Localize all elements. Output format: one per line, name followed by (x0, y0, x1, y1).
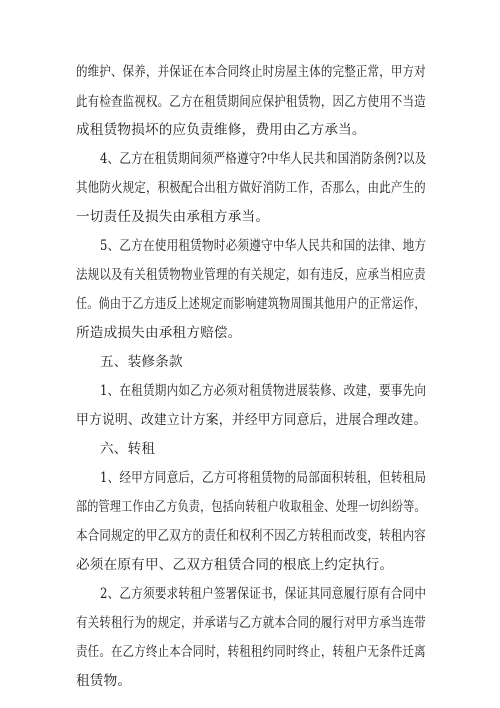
paragraph-line: 1、经甲方同意后，乙方可将租赁物的局部面积转租，但转租局 (100, 470, 427, 486)
paragraph-line: 甲方说明、改建立计方案，并经甲方同意后，进展合理改建。 (76, 412, 427, 428)
paragraph-line: 法规以及有关租赁物物业管理的有关规定，如有违反，应承当相应责 (76, 267, 426, 283)
paragraph-line: 一切责任及损失由承租方承当。 (76, 209, 270, 225)
section-heading: 六、转租 (100, 441, 156, 457)
paragraph-line: 必须在原有甲、乙双方租赁合同的根底上约定执行。 (76, 557, 394, 573)
paragraph-line: 任。倘由于乙方违反上述规定而影响建筑物周围其他用户的正常运作， (76, 296, 426, 312)
paragraph-line: 成租赁物损坏的应负责维修，费用由乙方承当。 (76, 122, 366, 138)
section-heading: 五、装修条款 (100, 354, 183, 370)
paragraph-line: 租赁物。 (76, 673, 132, 689)
paragraph-line: 2、乙方须要求转租户签署保证书，保证其同意履行原有合同中 (100, 586, 427, 602)
paragraph-line: 部的管理工作由乙方负责，包括向转租户收取租金、处理一切纠纷等。 (76, 499, 426, 515)
paragraph-line: 本合同规定的甲乙双方的责任和权利不因乙方转租而改变，转租内容 (76, 528, 426, 544)
paragraph-line: 4、乙方在租赁期间须严格遵守?中华人民共和国消防条例?以及 (100, 151, 427, 167)
paragraph-line: 责任。在乙方终止本合同时，转租租约同时终止，转租户无条件迁离 (76, 644, 426, 660)
paragraph-line: 的维护、保养，并保证在本合同终止时房屋主体的完整正常，甲方对 (76, 64, 426, 80)
paragraph-line: 有关转租行为的规定，并承诺与乙方就本合同的履行对甲方承当连带 (76, 615, 426, 631)
paragraph-line: 1、在租赁期内如乙方必须对租赁物进展装修、改建，要事先向 (100, 383, 427, 399)
paragraph-line: 其他防火规定，积极配合出租方做好消防工作，否那么，由此产生的 (76, 180, 426, 196)
paragraph-line: 5、乙方在使用租赁物时必须遵守中华人民共和国的法律、地方 (100, 238, 427, 254)
paragraph-line: 所造成损失由承租方赔偿。 (76, 325, 242, 341)
paragraph-line: 此有检查监视权。乙方在租赁期间应保护租赁物，因乙方使用不当造 (76, 94, 426, 110)
